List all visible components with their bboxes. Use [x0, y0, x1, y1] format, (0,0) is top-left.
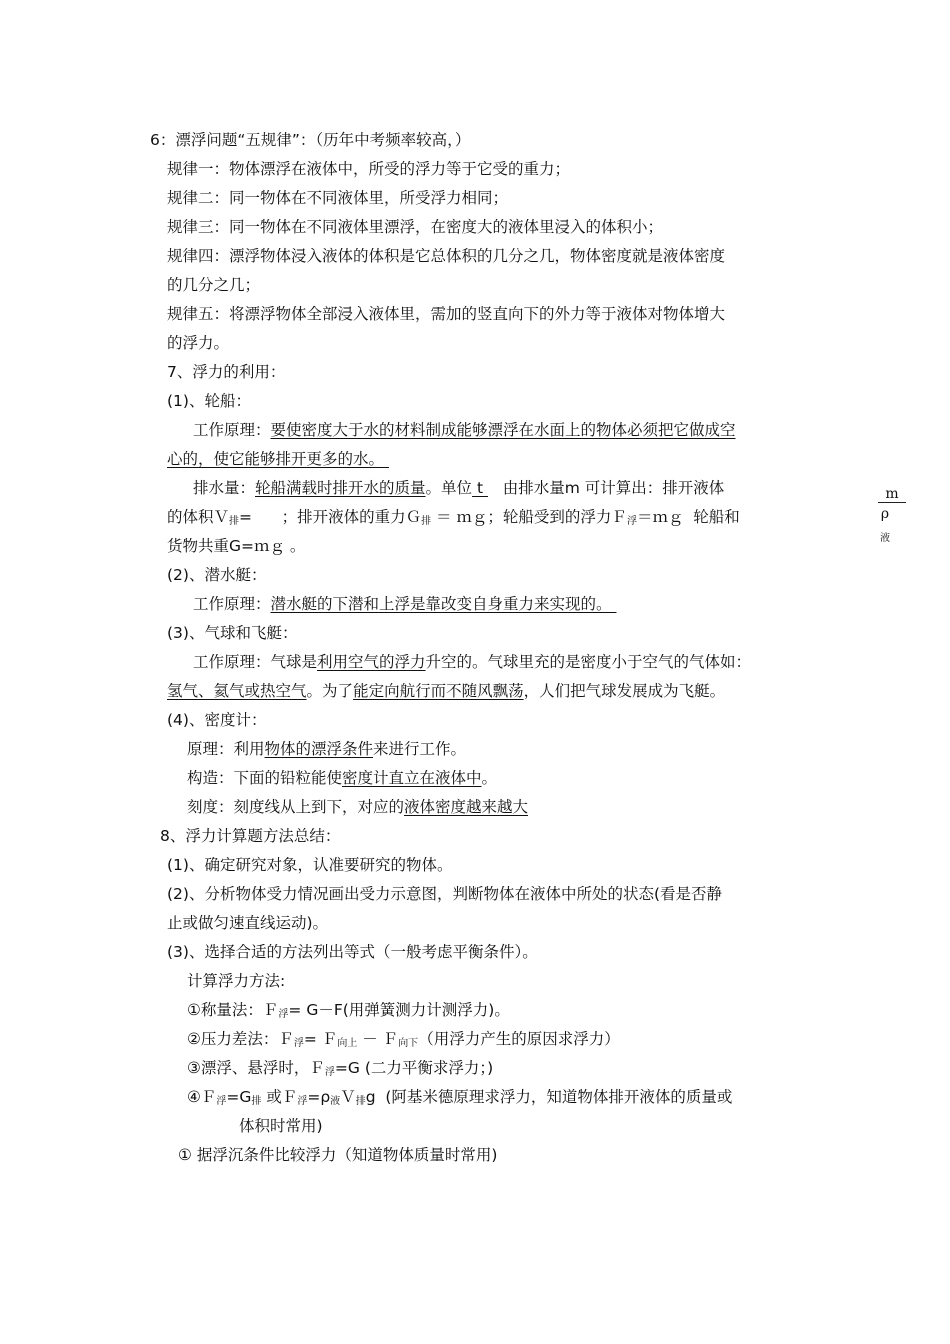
- ship-principle-label: 工作原理：: [193, 421, 271, 439]
- method-3: ③漂浮、悬浮时，Ｆ$_浮$=G (二力平衡求浮力；): [187, 1059, 494, 1078]
- method-4-cont: 体积时常用): [239, 1117, 323, 1135]
- side-formula-denominator: ρ: [880, 506, 890, 522]
- balloon-gases: 氢气、氦气或热空气。为了能定向航行而不随风飘荡，人们把气球发展成为飞艇。: [167, 682, 726, 700]
- hydrometer-scale: 刻度：刻度线从上到下，对应的液体密度越来越大: [187, 798, 529, 816]
- rule-5-line2: 的浮力。: [167, 334, 230, 352]
- method-2: ②压力差法：Ｆ$_浮$= Ｆ$_{向上}$ － Ｆ$_{向下}$（用浮力产生的原因求浮力）: [187, 1030, 620, 1049]
- balloon-principle: 工作原理：气球是利用空气的浮力升空的。气球里充的是密度小于空气的气体如：: [193, 653, 752, 671]
- step-2-line1: (2)、分析物体受力情况画出受力示意图，判断物体在液体中所处的状态(看是否静: [167, 885, 723, 903]
- displacement-definition: 轮船满载时排开水的质量: [255, 479, 426, 497]
- volume-line: 的体积Ｖ$_排$= ；排开液体的重力Ｇ$_排$ ＝ ｍｇ；轮船受到的浮力Ｆ$_浮$＝ｍｇ 轮船和: [167, 508, 740, 527]
- step-2-line2: 止或做匀速直线运动)。: [167, 914, 329, 932]
- rule-4-line2: 的几分之几；: [167, 276, 261, 294]
- rule-2: 规律二：同一物体在不同液体里，所受浮力相同；: [167, 189, 509, 207]
- rule-5-line1: 规律五：将漂浮物体全部浸入液体里，需加的竖直向下的外力等于液体对物体增大: [167, 305, 726, 323]
- cargo-weight: 货物共重G=ｍｇ 。: [167, 537, 306, 555]
- section-8-title: 8、浮力计算题方法总结：: [160, 827, 341, 845]
- rule-3: 规律三：同一物体在不同液体里漂浮，在密度大的液体里浸入的体积小；: [167, 218, 664, 236]
- balloon-heading: (3)、气球和飞艇：: [167, 624, 298, 642]
- hydrometer-principle: 原理：利用物体的漂浮条件来进行工作。: [187, 740, 467, 758]
- displacement-unit: t: [472, 479, 488, 497]
- hydrometer-construction: 构造：下面的铅粒能使密度计直立在液体中。: [187, 769, 498, 787]
- rule-4-line1: 规律四：漂浮物体浸入液体的体积是它总体积的几分之几，物体密度就是液体密度: [167, 247, 726, 265]
- hydrometer-heading: (4)、密度计：: [167, 711, 267, 729]
- submarine-heading: (2)、潜水艇：: [167, 566, 267, 584]
- displacement-line: 排水量：轮船满载时排开水的质量。单位 t 由排水量m 可计算出：排开液体: [193, 479, 725, 497]
- submarine-principle: 工作原理：潜水艇的下潜和上浮是靠改变自身重力来实现的。: [193, 595, 612, 613]
- section-7-title: 7、浮力的利用：: [167, 363, 286, 381]
- ship-principle-text: 要使密度大于水的材料制成能够漂浮在水面上的物体必须把它做成空: [270, 421, 736, 439]
- method-4: $④F_浮=G_排$ 或$F_浮=\rho_液V_排g$ (阿基米德原理求浮力，知道物体排开液体的质量或: [187, 1088, 733, 1107]
- section-6-title: 6：漂浮问题“五规律”：（历年中考频率较高，）: [150, 131, 471, 149]
- method-1: ①称量法：Ｆ$_浮$= G－F(用弹簧测力计测浮力)。: [187, 1001, 510, 1020]
- ship-principle-line2: 心的，使它能够排开更多的水。: [167, 450, 385, 468]
- step-1: (1)、确定研究对象，认准要研究的物体。: [167, 856, 453, 874]
- ship-heading: (1)、轮船：: [167, 392, 251, 410]
- rule-1: 规律一：物体漂浮在液体中，所受的浮力等于它受的重力；: [167, 160, 571, 178]
- side-formula-subscript: 液: [880, 533, 890, 544]
- method-5: ① 据浮沉条件比较浮力（知道物体质量时常用): [178, 1146, 498, 1164]
- step-3: (3)、选择合适的方法列出等式（一般考虑平衡条件）。: [167, 943, 538, 961]
- methods-title: 计算浮力方法:: [187, 972, 286, 990]
- ship-principle-line1: [193, 420, 736, 440]
- side-formula-numerator: m: [878, 486, 906, 503]
